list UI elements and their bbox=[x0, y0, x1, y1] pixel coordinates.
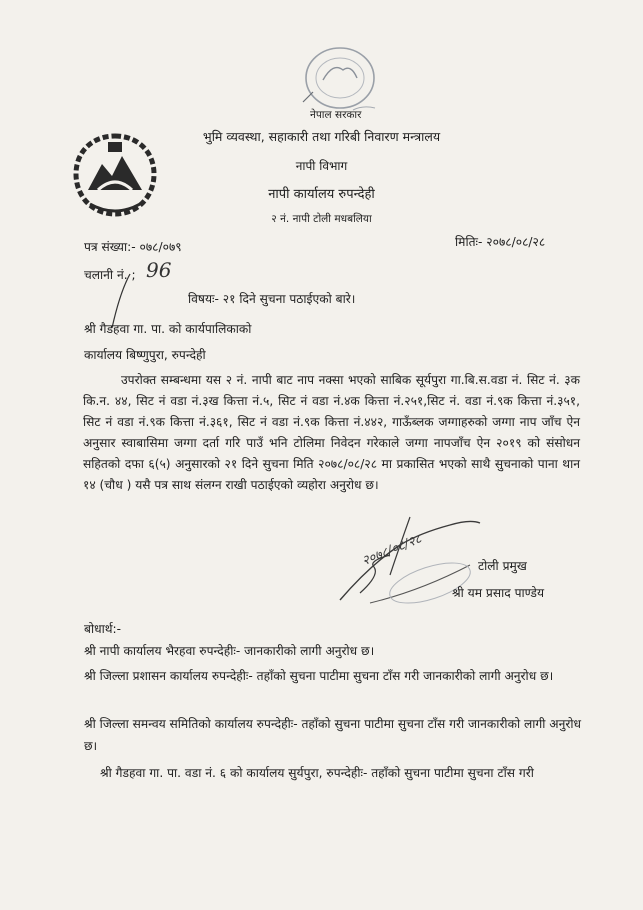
signatory-name: श्री यम प्रसाद पाण्डेय bbox=[452, 586, 545, 600]
ministry-name: भुमि व्यवस्था, सहाकारी तथा गरिबी निवारण मन्त्रालय bbox=[202, 129, 441, 144]
recipient-line-2: कार्यालय बिष्णुपुरा, रुपन्देही bbox=[84, 348, 206, 362]
signatory-title: टोली प्रमुख bbox=[478, 559, 527, 573]
dispatch-label: चलानी नं. ; bbox=[84, 268, 136, 282]
cc-label: बोधार्थ:- bbox=[84, 622, 122, 636]
cc-item: श्री जिल्ला समन्वय समितिको कार्यालय रुपन्देहीः- तहाँको सुचना पाटीमा सुचना टाँस गरी जानकारीको लागी अनुरोध छ। bbox=[84, 717, 582, 753]
signature-date: २०७८/०८/२८ bbox=[360, 531, 424, 570]
letter-number: पत्र संख्या:- ०७८/०७९ bbox=[84, 240, 182, 254]
letter-subject: विषयः- २१ दिने सुचना पठाईएको बारे। bbox=[188, 292, 356, 306]
cc-item: श्री गैडहवा गा. पा. वडा नं. ६ को कार्यालय सुर्यपुरा, रुपन्देहीः- तहाँको सुचना पाटीमा सुचना टाँस गरी bbox=[100, 766, 534, 780]
recipient-line-1: श्री गैडहवा गा. पा. को कार्यपालिकाको bbox=[84, 322, 252, 336]
cc-item: श्री जिल्ला प्रशासन कार्यालय रुपन्देहीः- तहाँको सुचना पाटीमा सुचना टाँस गरी जानकारीको लागी अनुरोध छ। bbox=[84, 669, 554, 683]
dispatch-number: 96 bbox=[146, 258, 172, 282]
letter-date: मितिः- २०७८/०८/२८ bbox=[455, 235, 546, 249]
letter-body: उपरोक्त सम्बन्धमा यस २ नं. नापी बाट नाप नक्सा भएको साबिक सूर्यपुरा गा.बि.स.वडा नं. सिट नं. ३क कि.न. ४४, सिट नं वडा नं.३ख कित्ता नं.५, सिट नं वडा नं.४क कित्ता नं.२५१,सिट नं. वडा नं.९क कित्ता नं.३५१, सिट नं वडा नं.९क कित्ता नं.३६१, सिट नं वडा नं.९क कित्ता नं.४४२, गाऊँब्लक जग्गाहरुको जग्गा नाप जाँच ऐन अनुसार स्वाबासिमा जग्गा दर्ता गरि पाउँ भनि टोलिमा निवेदन गरेकाले जग्गा नापजाँच ऐन २०१९ को संसोधन सहितको दफा ६(५) अनुसारको २१ दिने सुचना मिति २०७८/०८/२८ मा प्रकासित भएको साथै सुचनाको पाना थान १४ (चौध ) यसै पत्र साथ संलग्न राखी पठाईएको व्यहोरा अनुरोध छ। bbox=[83, 373, 580, 492]
stamp-text: नेपाल सरकार bbox=[310, 109, 362, 121]
team-name: २ नं. नापी टोली मधबलिया bbox=[271, 213, 372, 225]
department-name: नापी विभाग bbox=[295, 159, 348, 173]
office-name: नापी कार्यालय रुपन्देही bbox=[268, 187, 375, 202]
cc-item: श्री नापी कार्यालय भैरहवा रुपन्देहीः- जानकारीको लागी अनुरोध छ। bbox=[84, 644, 375, 658]
